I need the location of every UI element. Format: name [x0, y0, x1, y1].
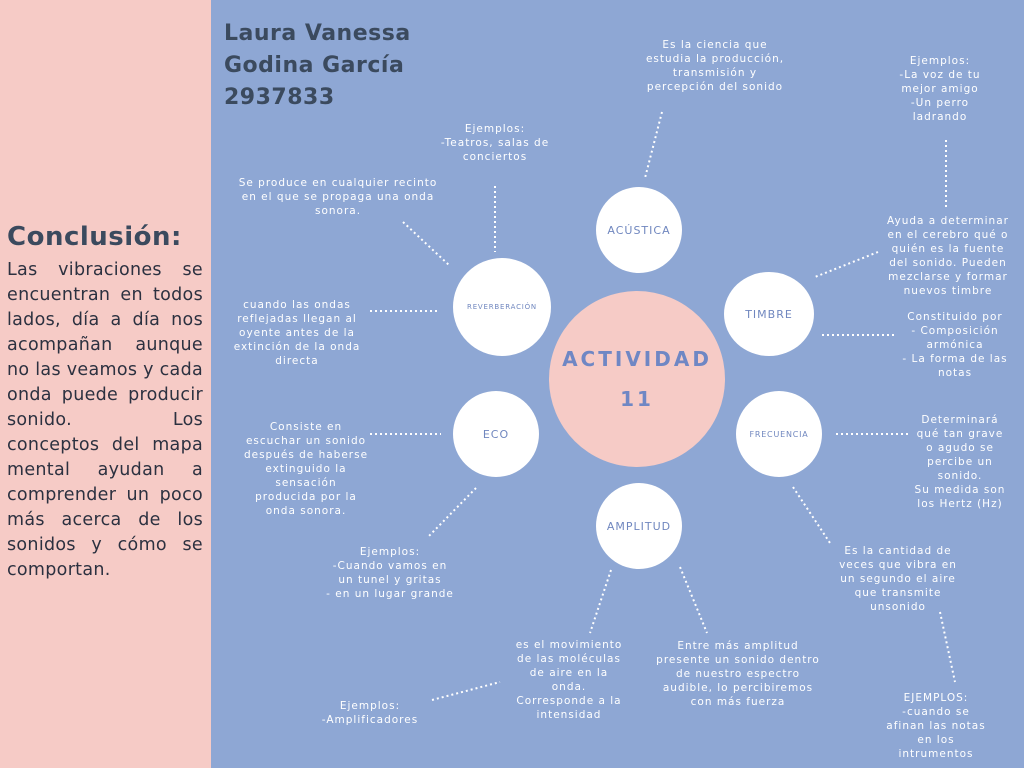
text-line: con más fuerza — [690, 696, 786, 708]
text-line: los Hertz (Hz) — [917, 498, 1003, 510]
frecuencia-examples — [876, 691, 996, 761]
text-line: conciertos — [462, 151, 528, 163]
text-line: sonido. — [937, 470, 983, 482]
author-id: 2937833 — [224, 85, 335, 110]
text-line: nuevos timbre — [903, 285, 993, 297]
text-line: veces que vibra en — [839, 559, 957, 571]
text-line: Determinará — [921, 414, 999, 426]
text-line: un segundo el aire — [840, 573, 956, 585]
connector-amp-def — [590, 570, 611, 633]
text-line: producida por la — [255, 491, 357, 503]
text-line: -Amplificadores — [321, 714, 419, 726]
text-line: de nuestro espectro — [675, 668, 801, 680]
text-line: -Teatros, salas de — [440, 137, 550, 149]
text-line: percepción del sonido — [646, 81, 784, 93]
conclusion-title: Conclusión: — [7, 222, 182, 252]
eco-definition — [228, 420, 384, 518]
text-line: -Cuando vamos en — [332, 560, 448, 572]
text-line: Es la ciencia que — [662, 39, 768, 51]
text-line: unsonido — [870, 601, 926, 613]
text-line: EJEMPLOS: — [903, 692, 969, 704]
connector-amp-def2 — [680, 567, 707, 633]
text-line: Ejemplos: — [339, 700, 401, 712]
timbre-definition — [880, 214, 1016, 298]
connector-frec-ej — [940, 612, 955, 682]
text-line: extinción de la onda — [233, 341, 361, 353]
text-line: Corresponde a la — [516, 695, 622, 707]
text-line: Ejemplos: — [464, 123, 526, 135]
text-line: escuchar un sonido — [245, 435, 367, 447]
text-line: ladrando — [912, 111, 968, 123]
node-reverberacion: REVERBERACIÓN — [453, 258, 551, 356]
text-line: estudia la producción, — [645, 53, 785, 65]
text-line: que transmite — [854, 587, 942, 599]
timbre-constitution — [890, 310, 1020, 380]
text-line: un tunel y gritas — [338, 574, 442, 586]
center-number: 11 — [620, 387, 654, 411]
text-line: sensación — [275, 477, 337, 489]
text-line: audible, lo percibiremos — [662, 682, 814, 694]
text-line: -cuando se — [902, 706, 970, 718]
text-line: o agudo se — [926, 442, 994, 454]
text-line: quién es la fuente — [891, 243, 1005, 255]
text-line: oyente antes de la — [239, 327, 355, 339]
text-line: percibe un — [927, 456, 993, 468]
text-line: - La forma de las — [902, 353, 1008, 365]
author-name-line2: Godina García — [224, 53, 405, 78]
connector-timbre-def — [815, 252, 878, 277]
center-title: ACTIVIDAD — [562, 347, 712, 371]
text-line: onda. — [551, 681, 587, 693]
text-line: Consiste en — [269, 421, 343, 433]
text-line: intensidad — [536, 709, 602, 721]
text-line: de las moléculas — [517, 653, 621, 665]
text-line: -La voz de tu — [899, 69, 981, 81]
text-line: -Un perro — [910, 97, 970, 109]
text-line: en los — [917, 734, 955, 746]
text-line: armónica — [926, 339, 984, 351]
reverberacion-definition-2 — [222, 298, 372, 368]
text-line: Se produce en cualquier recinto — [238, 177, 438, 189]
node-amplitud: AMPLITUD — [596, 483, 682, 569]
text-line: reflejadas llegan al — [237, 313, 357, 325]
frecuencia-definition-2 — [826, 544, 970, 614]
text-line: afinan las notas — [886, 720, 986, 732]
connector-amp-ej — [432, 682, 500, 700]
author-name-line1: Laura Vanessa — [224, 21, 411, 46]
amplitud-definition — [504, 638, 634, 722]
node-eco: ECO — [453, 391, 539, 477]
text-line: mezclarse y formar — [888, 271, 1008, 283]
text-line: Es la cantidad de — [844, 545, 952, 557]
node-frecuencia: FRECUENCIA — [736, 391, 822, 477]
reverberacion-examples — [420, 122, 570, 164]
amplitud-definition-2 — [643, 639, 833, 709]
connector-rev-def — [403, 222, 450, 266]
text-line: del sonido. Pueden — [889, 257, 1007, 269]
text-line: sonora. — [314, 205, 362, 217]
text-line: extinguido la — [265, 463, 347, 475]
frecuencia-definition — [904, 413, 1016, 511]
text-line: Ejemplos: — [909, 55, 971, 67]
text-line: intrumentos — [898, 748, 974, 760]
amplitud-examples — [308, 699, 432, 727]
text-line: transmisión y — [672, 67, 758, 79]
text-line: presente un sonido dentro — [656, 654, 820, 666]
center-node-actividad — [549, 291, 725, 467]
text-line: directa — [275, 355, 319, 367]
text-line: Ejemplos: — [359, 546, 421, 558]
text-line: cuando las ondas — [243, 299, 351, 311]
connector-frec-def2 — [793, 487, 830, 543]
text-line: en el cerebro qué o — [887, 229, 1009, 241]
text-line: en el que se propaga una onda — [241, 191, 435, 203]
connector-eco-ej — [428, 488, 476, 537]
text-line: Constituido por — [907, 311, 1003, 323]
text-line: - Composición — [911, 325, 999, 337]
conclusion-body: Las vibraciones se encuentran en todos lados, día a día nos acompañan aunque no las veamos y cada onda puede producir sonido. Los conceptos del mapa mental ayudan a comprender un poco más acerca de los sonidos y cómo se comportan. — [7, 260, 204, 580]
acustica-definition — [630, 38, 800, 94]
text-line: Su medida son — [914, 484, 1006, 496]
text-line: Ayuda a determinar — [887, 215, 1009, 227]
node-acustica: ACÚSTICA — [596, 187, 682, 273]
text-line: mejor amigo — [901, 83, 979, 95]
reverberacion-definition — [220, 176, 456, 218]
text-line: qué tan grave — [916, 428, 1004, 440]
text-line: notas — [937, 367, 973, 379]
text-line: - en un lugar grande — [326, 588, 454, 600]
text-line: es el movimiento — [515, 639, 623, 651]
node-timbre: TIMBRE — [724, 272, 814, 356]
timbre-examples — [880, 54, 1000, 124]
eco-examples — [310, 545, 470, 601]
text-line: onda sonora. — [265, 505, 347, 517]
text-line: Entre más amplitud — [677, 640, 799, 652]
text-line: después de haberse — [243, 449, 369, 461]
text-line: de aire en la — [529, 667, 609, 679]
connector-acustica-def — [645, 112, 662, 178]
